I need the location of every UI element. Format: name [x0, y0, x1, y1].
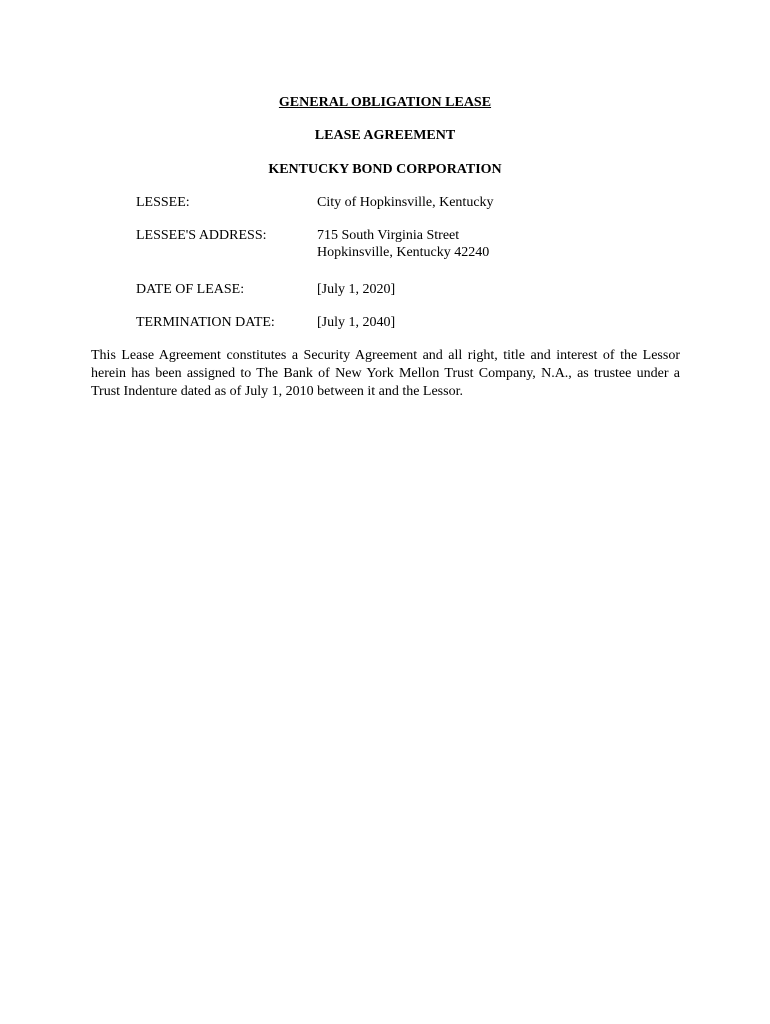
termination-date-label: TERMINATION DATE:	[136, 315, 275, 330]
lessee-address-line2: Hopkinsville, Kentucky 42240	[317, 245, 490, 260]
lessee-value: City of Hopkinsville, Kentucky	[317, 195, 494, 210]
lessee-address-label: LESSEE'S ADDRESS:	[136, 228, 267, 243]
document-title: GENERAL OBLIGATION LEASE	[278, 95, 492, 110]
date-of-lease-label: DATE OF LEASE:	[136, 282, 245, 297]
lessee-address-line1: 715 South Virginia Street	[317, 228, 460, 243]
lessee-label: LESSEE:	[136, 195, 190, 210]
organization-name: KENTUCKY BOND CORPORATION	[268, 162, 502, 177]
date-of-lease-value: [July 1, 2020]	[317, 282, 396, 297]
termination-date-value: [July 1, 2040]	[317, 315, 396, 330]
document-subtitle: LEASE AGREEMENT	[314, 128, 456, 143]
assignment-paragraph: This Lease Agreement constitutes a Security Agreement and all right, title and interest of the Lessor herein has been assigned to The Bank of New York Mellon Trust Company, N.A., as trustee under a Trust Indenture dated as of July 1, 2010 between it and the Lessor.	[91, 348, 680, 399]
